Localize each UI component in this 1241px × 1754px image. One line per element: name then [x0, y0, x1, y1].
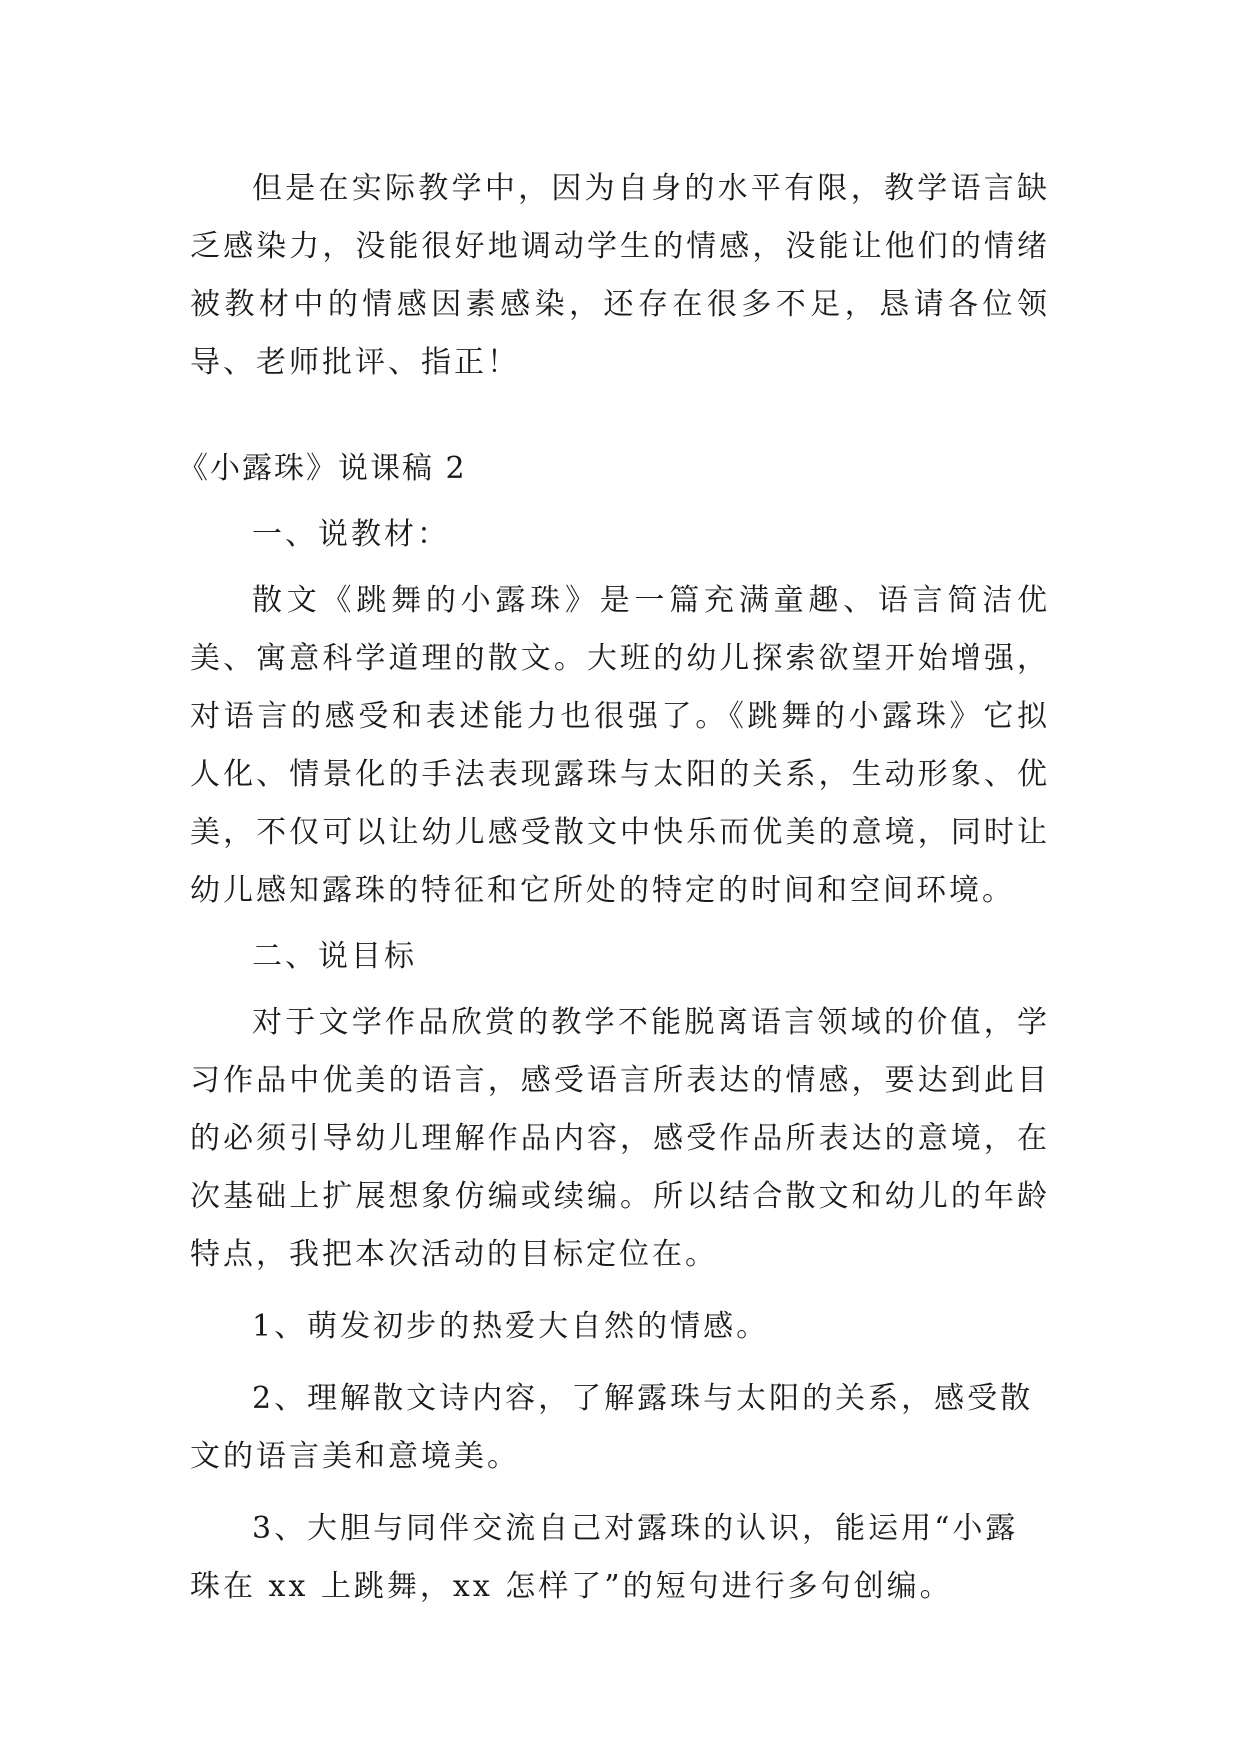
goal-item-2: 2、理解散文诗内容，了解露珠与太阳的关系，感受散文的语言美和意境美。: [190, 1381, 1034, 1474]
section-heading-materials: 一、说教材：: [252, 517, 450, 552]
materials-paragraph: 散文《跳舞的小露珠》是一篇充满童趣、语言简洁优美、寓意科学道理的散文。大班的幼儿探索欲望开始增强，对语言的感受和表述能力也很强了。《跳舞的小露珠》它拟人化、情景化的手法表现露珠与太阳的关系，生动形象、优美，不仅可以让幼儿感受散文中快乐而优美的意境，同时让幼儿感知露珠的特征和它所处的特定的时间和空间环境。: [190, 583, 1050, 908]
intro-paragraph: 但是在实际教学中，因为自身的水平有限，教学语言缺乏感染力，没能很好地调动学生的情感，没能让他们的情绪被教材中的情感因素感染，还存在很多不足，恳请各位领导、老师批评、指正！: [190, 171, 1050, 380]
document-page: [178, 160, 1050, 1616]
goal-item-1: 1、萌发初步的热爱大自然的情感。: [252, 1309, 770, 1344]
document-title: 《小露珠》说课稿 2: [178, 451, 467, 486]
goals-paragraph: 对于文学作品欣赏的教学不能脱离语言领域的价值，学习作品中优美的语言，感受语言所表达的情感，要达到此目的必须引导幼儿理解作品内容，感受作品所表达的意境，在次基础上扩展想象仿编或续编。所以结合散文和幼儿的年龄特点，我把本次活动的目标定位在。: [190, 1005, 1050, 1272]
goal-item-3: 3、大胆与同伴交流自己对露珠的认识，能运用“小露珠在 xx 上跳舞，xx 怎样了”的短句进行多句创编。: [190, 1511, 1019, 1604]
section-heading-goals: 二、说目标: [252, 939, 417, 974]
